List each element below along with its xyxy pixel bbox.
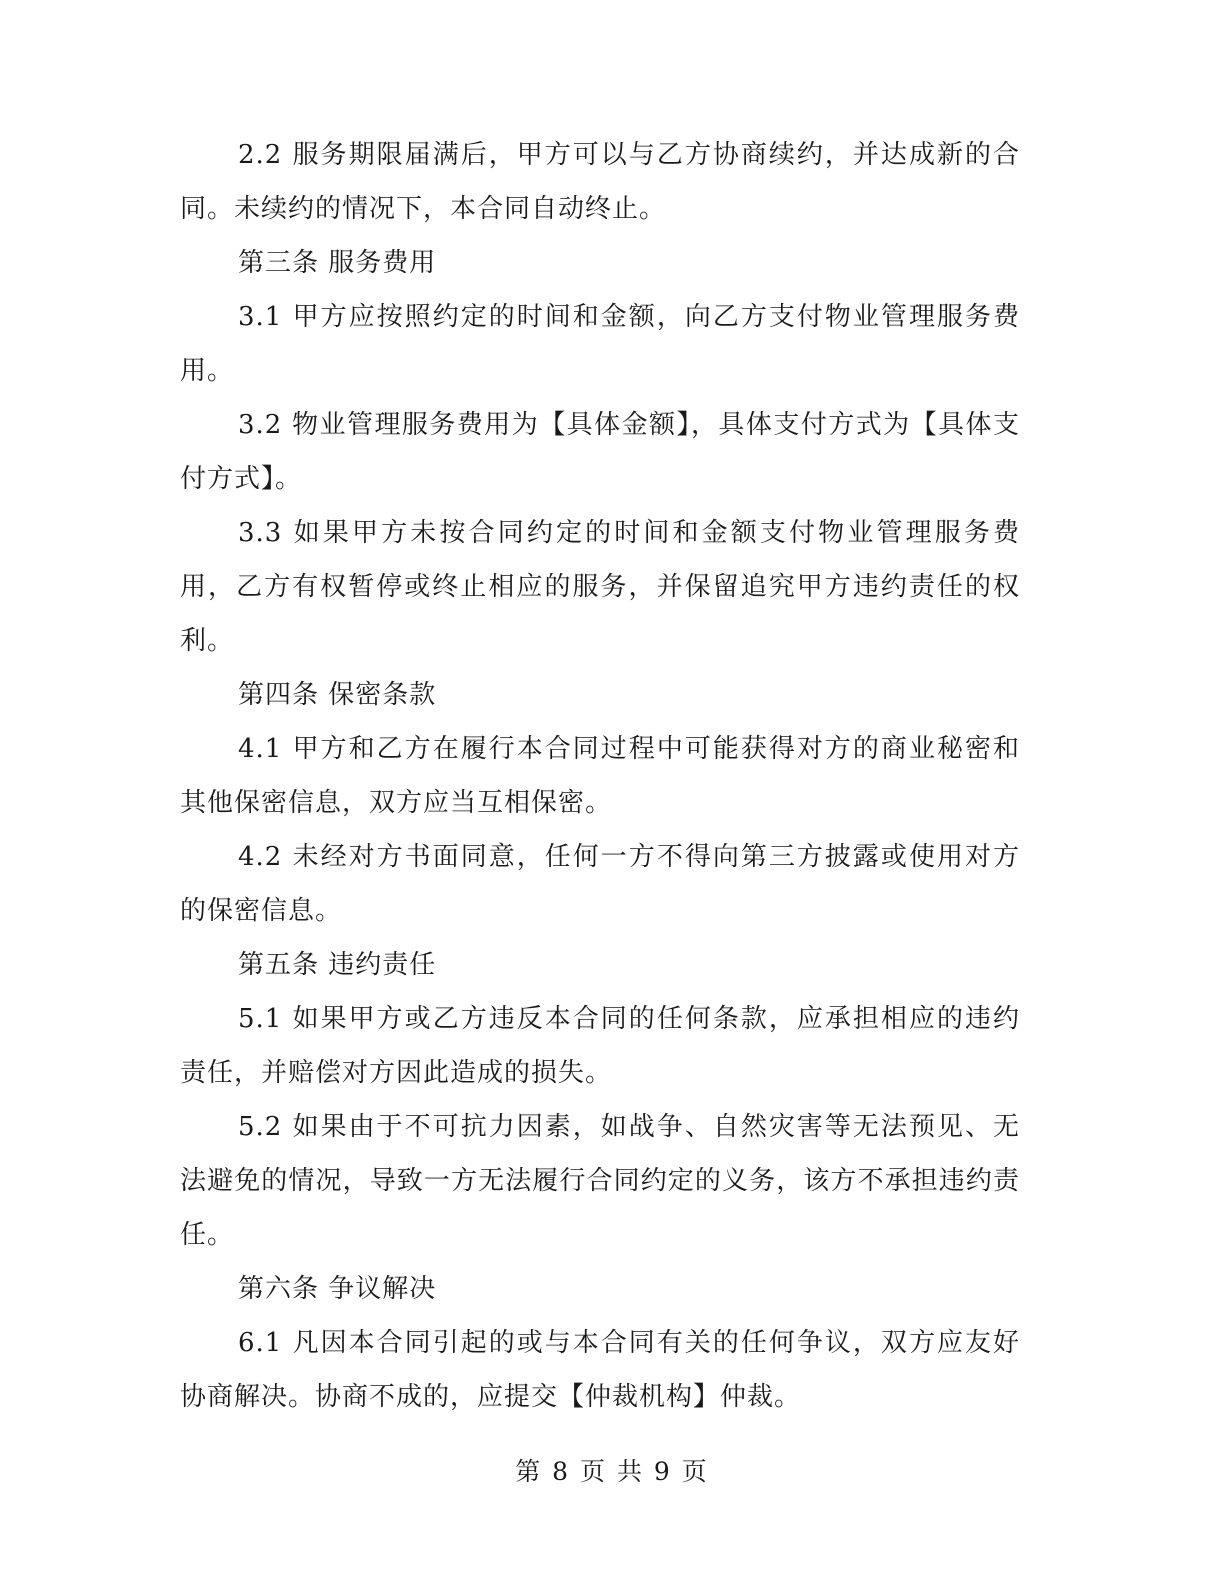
clause-6-1: 6.1 凡因本合同引起的或与本合同有关的任何争议，双方应友好协商解决。协商不成的，应提交【仲裁机构】仲裁。 [180,1328,1020,1412]
clause-4-2: 4.2 未经对方书面同意，任何一方不得向第三方披露或使用对方的保密信息。 [180,842,1020,926]
clause-3-1: 3.1 甲方应按照约定的时间和金额，向乙方支付物业管理服务费用。 [180,302,1020,386]
clause-5-1: 5.1 如果甲方或乙方违反本合同的任何条款，应承担相应的违约责任，并赔偿对方因此造成的损失。 [180,1004,1020,1088]
clause-4-1: 4.1 甲方和乙方在履行本合同过程中可能获得对方的商业秘密和其他保密信息，双方应当互相保密。 [180,734,1020,818]
clause-3-3: 3.3 如果甲方未按合同约定的时间和金额支付物业管理服务费用，乙方有权暂停或终止相应的服务，并保留追究甲方违约责任的权利。 [180,518,1020,656]
page-number-footer: 第 8 页 共 9 页 [515,1457,709,1486]
article-6-heading: 第六条 争议解决 [238,1274,437,1304]
document-body [180,128,1020,1424]
clause-5-2: 5.2 如果由于不可抗力因素，如战争、自然灾害等无法预见、无法避免的情况，导致一方无法履行合同约定的义务，该方不承担违约责任。 [180,1112,1020,1250]
article-4-heading: 第四条 保密条款 [238,680,437,710]
article-5-heading: 第五条 违约责任 [238,950,437,980]
article-3-heading: 第三条 服务费用 [238,248,437,278]
clause-3-2: 3.2 物业管理服务费用为【具体金额】，具体支付方式为【具体支付方式】。 [180,410,1020,494]
clause-2-2: 2.2 服务期限届满后，甲方可以与乙方协商续约，并达成新的合同。未续约的情况下，本合同自动终止。 [180,140,1020,224]
